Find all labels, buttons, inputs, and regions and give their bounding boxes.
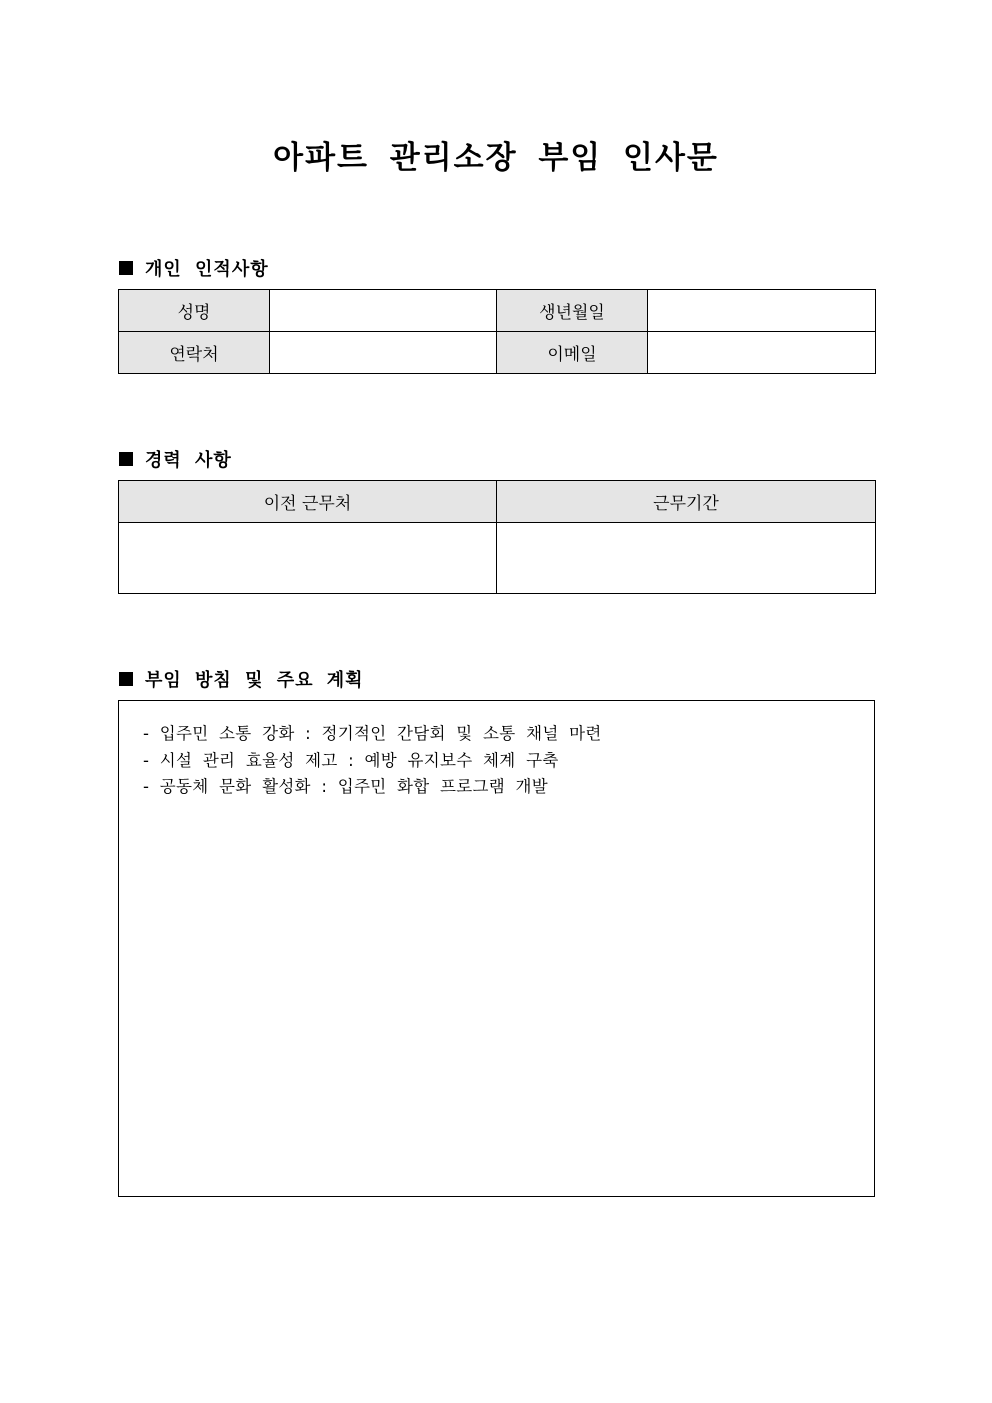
table-row [119,332,876,374]
section-heading-label: 경력 사항 [145,450,232,471]
section-heading-label: 개인 인적사항 [145,259,269,280]
name-field[interactable] [270,290,497,332]
black-square-icon [119,672,133,686]
personal-info-table [118,289,876,374]
section-heading-personal [119,255,269,281]
plans-list [143,721,602,801]
plans-textbox[interactable] [118,700,875,1197]
email-field[interactable] [648,332,876,374]
period-field[interactable] [497,523,876,594]
black-square-icon [119,261,133,275]
birthdate-label: 생년월일 [497,290,648,332]
career-table [118,480,876,594]
section-heading-plans [119,666,364,692]
previous-workplace-field[interactable] [119,523,497,594]
column-header-period: 근무기간 [497,481,876,523]
birthdate-field[interactable] [648,290,876,332]
contact-field[interactable] [270,332,497,374]
table-row [119,290,876,332]
email-label: 이메일 [497,332,648,374]
name-label: 성명 [119,290,270,332]
list-item: - 공동체 문화 활성화 : 입주민 화합 프로그램 개발 [143,777,549,796]
black-square-icon [119,452,133,466]
list-item: - 입주민 소통 강화 : 정기적인 간담회 및 소통 채널 마련 [143,724,602,743]
table-row [119,523,876,594]
column-header-previous-workplace: 이전 근무처 [119,481,497,523]
document-title: 아파트 관리소장 부임 인사문 [273,140,719,176]
section-heading-career [119,446,232,472]
list-item: - 시설 관리 효율성 제고 : 예방 유지보수 체계 구축 [143,750,559,770]
contact-label: 연락처 [119,332,270,374]
table-header-row [119,481,876,523]
section-heading-label: 부임 방침 및 주요 계획 [145,670,364,691]
